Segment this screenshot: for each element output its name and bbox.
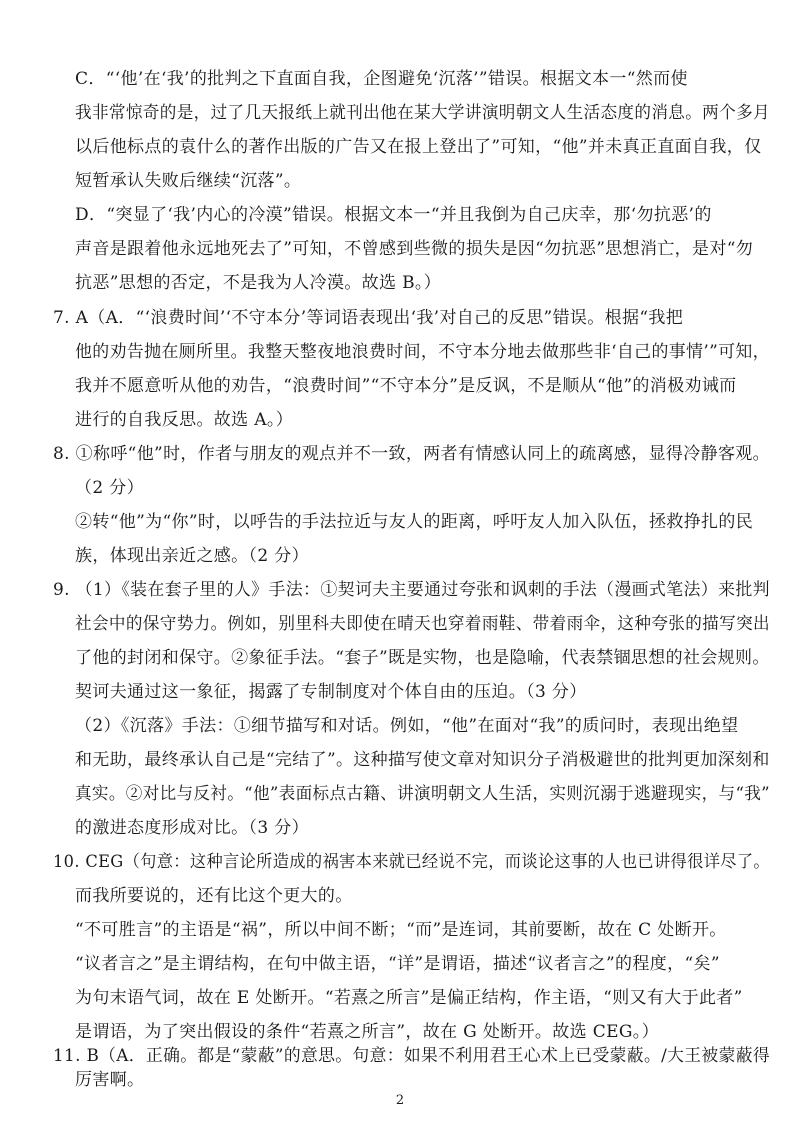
answer-8-line-1: 8. ①称呼“他”时，作者与朋友的观点并不一致，两者有情感认同上的疏离感，显得冷静客观。	[53, 444, 770, 464]
answer-9-line-3: 了他的封闭和保守。②象征手法。“套子”既是实物，也是隐喻，代表禁锢思想的社会规则。	[75, 648, 770, 668]
answer-7-line-2: 他的劝告抛在厕所里。我整天整夜地浪费时间，不守本分地去做那些非‘自己的事情’”可知，	[75, 342, 770, 362]
answer-9-line-7: 真实。②对比与反衬。“他”表面标点古籍、讲演明朝文人生活，实则沉溺于逃避现实，与“我”	[75, 784, 770, 804]
answer-10-line-4: “议者言之”是主谓结构，在句中做主语，“详”是谓语，描述“议者言之”的程度，“矣”	[75, 954, 720, 974]
answer-7-line-4: 进行的自我反思。故选 A。）	[75, 410, 294, 430]
answer-11-line-1: 11. B（A．正确。都是“蒙蔽”的意思。句意：如果不利用君王心术上已受蒙蔽。/大王被蒙蔽得	[53, 1046, 771, 1066]
option-c-line-2: 我非常惊奇的是，过了几天报纸上就刊出他在某大学讲演明朝文人生活态度的消息。两个多月	[75, 103, 770, 123]
answer-10-line-5: 为句末语气词，故在 E 处断开。“若熹之所言”是偏正结构，作主语，“则又有大于此者”	[75, 988, 743, 1008]
answer-9-line-5: （2）《沉落》手法：①细节描写和对话。例如，“他”在面对“我”的质问时，表现出绝望	[75, 716, 739, 736]
answer-7-line-3: 我并不愿意听从他的劝告，“浪费时间”“不守本分”是反讽，不是顺从“他”的消极劝诫而	[75, 376, 737, 396]
page-number: 2	[395, 1093, 405, 1108]
answer-8-line-3: ②转“他”为“你”时，以呼告的手法拉近与友人的距离，呼吁友人加入队伍，拯救挣扎的民	[75, 512, 754, 532]
answer-7-line-1: 7. A（A．“‘浪费时间’‘不守本分’等词语表现出‘我’对自己的反思”错误。根据“我把	[53, 308, 684, 328]
answer-10-line-3: “不可胜言”的主语是“祸”，所以中间不断；“而”是连词，其前要断，故在 C 处断开。	[75, 920, 727, 940]
answer-9-line-1: 9. （1）《装在套子里的人》手法：①契诃夫主要通过夸张和讽刺的手法（漫画式笔法）来批判	[53, 580, 770, 600]
answer-8-line-2: （2 分）	[75, 478, 144, 498]
answer-8-line-4: 族，体现出亲近之感。（2 分）	[75, 546, 309, 566]
answer-10-line-1: 10. CEG（句意：这种言论所造成的祸害本来就已经说不完，而谈论这事的人也已讲得很详尽了。	[53, 852, 770, 872]
option-d-line-2: 声音是跟着他永远地死去了”可知，不曾感到些微的损失是因“勿抗恶”思想消亡，是对“勿	[75, 239, 754, 259]
option-d-line-3: 抗恶”思想的否定，不是我为人冷漠。故选 B。）	[75, 273, 442, 293]
answer-11-line-2: 厉害啊。	[75, 1070, 145, 1090]
option-c-line-4: 短暂承认失败后继续“沉落”。	[75, 171, 302, 191]
answer-9-line-2: 社会中的保守势力。例如，别里科夫即使在晴天也穿着雨鞋、带着雨伞，这种夸张的描写突出	[75, 614, 770, 634]
option-c-line-1: C．“‘他’在‘我’的批判之下直面自我，企图避免‘沉落’”错误。根据文本一“然而使	[75, 69, 688, 89]
option-d-line-1: D．“突显了‘我’内心的冷漠”错误。根据文本一“并且我倒为自己庆幸，那‘勿抗恶’的	[75, 205, 712, 225]
answer-9-line-6: 和无助，最终承认自己是“完结了”。这种描写使文章对知识分子消极避世的批判更加深刻和	[75, 750, 770, 770]
answer-9-line-8: 的激进态度形成对比。（3 分）	[75, 818, 309, 838]
option-c-line-3: 以后他标点的袁什么的著作出版的广告又在报上登出了”可知，“他”并未真正直面自我，仅	[75, 137, 762, 157]
answer-10-line-2: 而我所要说的，还有比这个更大的。	[75, 886, 353, 906]
answer-10-line-6: 是谓语，为了突出假设的条件“若熹之所言”，故在 G 处断开。故选 CEG。）	[75, 1022, 659, 1042]
answer-9-line-4: 契诃夫通过这一象征，揭露了专制制度对个体自由的压迫。（3 分）	[75, 682, 587, 702]
